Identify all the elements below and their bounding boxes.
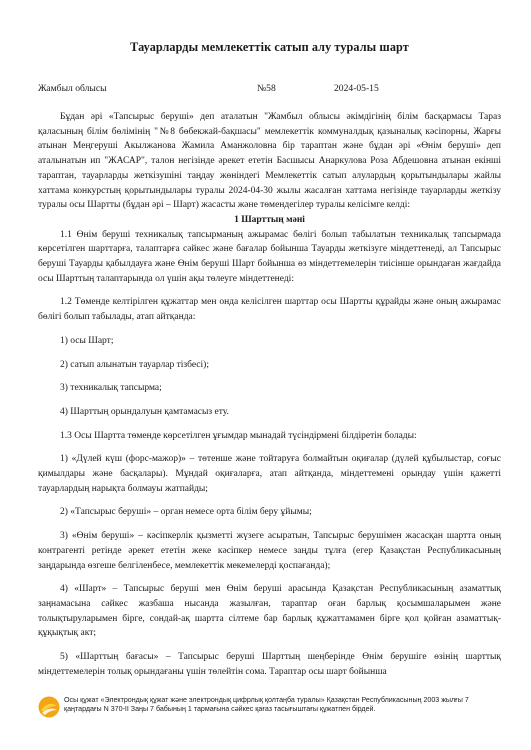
document-title: Тауарларды мемлекеттік сатып алу туралы шарт <box>130 40 409 54</box>
definition-4: 4) «Шарт» – Тапсырыс беруші мен Өнім беруші арасында Қазақстан Республикасының азаматтық заңнамасына сәйкес жазбаша нысанда жазылған, тараптар оған барлық қосымшаларымен және толықтыруларымен бірге, сондай-ақ шартта сілтеме бар барлық құжаттамамен бірге қол қойған азаматтық-құқықтық акт; <box>38 584 501 639</box>
contract-date: 2024-05-15 <box>334 83 379 94</box>
contract-number: №58 <box>257 83 276 94</box>
definition-5: 5) «Шарттың бағасы» – Тапсырыс беруші Шарттың шеңберінде Өнім берушіге өзінің шарттық міндеттемелерін толық орындағаны үшін төлейтін сома. Тараптар осы шарт бойынша <box>38 652 501 677</box>
list-item: 4) Шарттың орындалуын қамтамасыз ету. <box>60 406 229 417</box>
list-item: 1) осы Шарт; <box>60 335 114 346</box>
clause-1-2: 1.2 Төменде келтірілген құжаттар мен онда келісілген шарттар осы Шартты құрайды және оның ажырамас бөлігі болып табылады, атап айтқанда: <box>38 297 501 323</box>
section-1-title: 1 Шарттың мәні <box>234 214 305 225</box>
document-body <box>38 110 501 680</box>
region-label: Жамбыл облысы <box>38 83 107 94</box>
definition-2: 2) «Тапсырыс беруші» – орган немесе орта білім беру ұйымы; <box>60 507 312 518</box>
footer <box>0 690 531 750</box>
egov-logo-icon <box>38 696 60 718</box>
list-item: 3) техникалық тапсырма; <box>60 383 162 394</box>
footer-legal-note: Осы құжат «Электрондық құжат және электрондық цифрлық қолтаңба туралы» Қазақстан Республикасының 2003 жылғы 7 қаңтардағы N 370-II Заңы 7 бабының 1 тармағына сәйкес қағаз тасығыштағы құжатпен бірдей. <box>64 696 469 714</box>
definition-1: 1) «Дүлей күш (форс-мажор)» – төтенше және тойтаруға болмайтын оқиғалар (дүлей құбылыстар, соғыс қимылдары және басқалары). Мұндай оқиғаларға, атап айтқанда, міндеттемені орындау үшін қажетті тауарлардың нарықта болмауы жатпайды; <box>38 454 501 494</box>
definition-3: 3) «Өнім беруші» – кәсіпкерлік қызметті жүзеге асыратын, Тапсырыс берушімен жасасқан шартта оның контрагенті ретінде әрекет ететін жеке кәсіпкер немесе заңды тұлға (егер Қазақстан Республикасының заңдарында өзгеше белгіленбесе, мемлекеттік мекемелерді қоспағанда); <box>38 531 501 571</box>
intro-paragraph: Бұдан әрі «Тапсырыс беруші» деп аталатын "Жамбыл облысы әкімдігінің білім басқармасы Тараз қаласының білім бөлімінің "№8 бөбекжай-бақшасы" мемлекеттік коммуналдық қазыналық кәсіпорны, Жарғы атынан Меңгеруші Акылжанова Жамила Аманжоловна бір тараптан және бұдан әрі «Өнім беруші» деп аталынатын ип "ЖАСАР", талон негізінде әрекет ететін Басшысы Анаркулова Роза Абдешовна атынан екінші тараптан, тауарларды жеткізушіні таңдау жөніндегі Мемлекеттік сатып алулардың қорытындылары жайлы хаттама конкурстың қорытындылары туралы 2024-04-30 жылы жасалған хаттама негізінде тауарларды жеткізу туралы осы Шартты (бұдан әрі – Шарт) жасасты және төмендегілер туралы келісімге келді: <box>38 112 501 211</box>
list-item: 2) сатып алынатын тауарлар тізбесі); <box>60 359 209 370</box>
clause-1-1: 1.1 Өнім беруші техникалық тапсырманың ажырамас бөлігі болып табылатын техникалық тапсырмада көрсетілген шарттарға, талаптарға сәйкес және бағалар бойынша Тауарды жеткізуге міндеттенеді, ал Тапсырыс беруші Тауарды қабылдауға және Өнім беруші Шарт бойынша өз міндеттемелерін тиісінше орындаған жағдайда осы Шарттың талаптарында ол үшін ақы төлеуге міндеттенеді: <box>38 229 501 284</box>
clause-1-3: 1.3 Осы Шартта төменде көрсетілген ұғымдар мынадай түсіндірмені білдіретін болады: <box>60 430 417 441</box>
